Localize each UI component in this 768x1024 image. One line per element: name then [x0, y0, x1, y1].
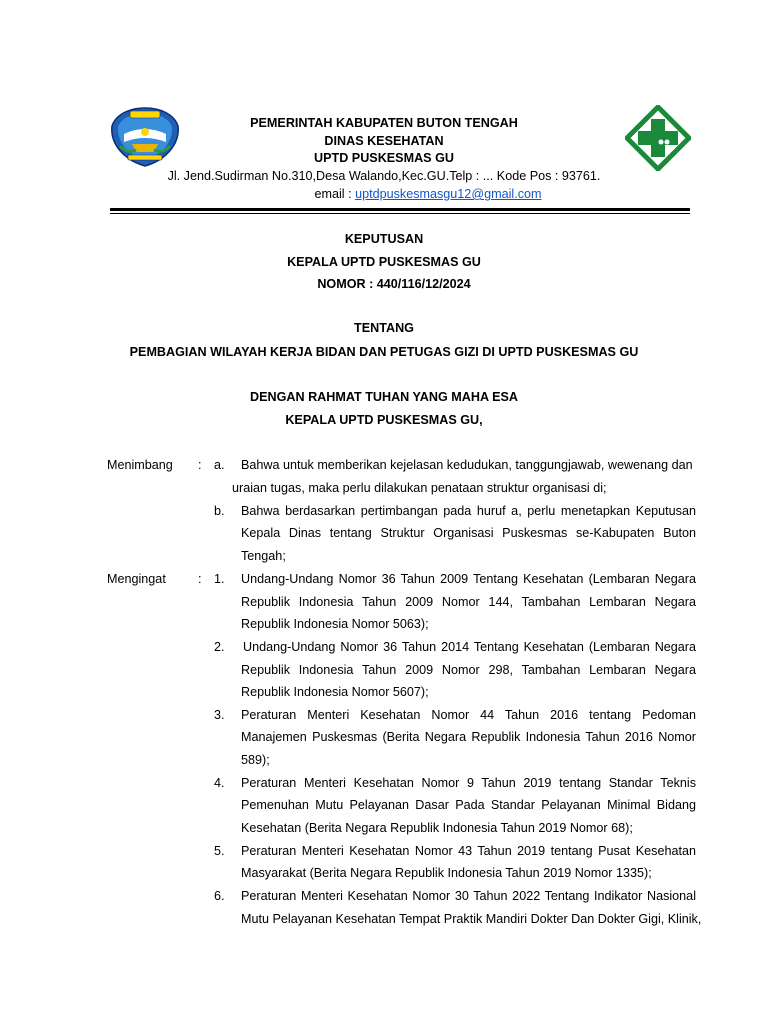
menimbang-a-line-1: Bahwa untuk memberikan kejelasan kedudukan, tanggungjawab, wewenang dan: [241, 458, 693, 472]
mengingat-5-line-1: Peraturan Menteri Kesehatan Nomor 43 Tahun 2019 tentang Pusat Kesehatan: [241, 844, 696, 858]
mengingat-marker-6: 6.: [214, 889, 225, 903]
menimbang-colon: :: [198, 458, 202, 472]
mengingat-1-line-2: Republik Indonesia Tahun 2009 Nomor 144, Tambahan Lembaran Negara: [241, 595, 696, 609]
menimbang-marker-a: a.: [214, 458, 225, 472]
email-label: email :: [314, 187, 356, 201]
mengingat-5-line-2: Masyarakat (Berita Negara Republik Indonesia Tahun 2019 Nomor 1335);: [241, 866, 652, 880]
mengingat-3-line-1: Peraturan Menteri Kesehatan Nomor 44 Tahun 2016 tentang Pedoman: [241, 708, 696, 722]
doc-tentang: TENTANG: [354, 321, 414, 335]
kop-email-line: [44, 187, 768, 201]
mengingat-4-line-1: Peraturan Menteri Kesehatan Nomor 9 Tahun 2019 tentang Standar Teknis: [241, 776, 696, 790]
kop-rule-thin: [110, 213, 690, 214]
mengingat-3-line-3: 589);: [241, 753, 270, 767]
mengingat-6-line-1: Peraturan Menteri Kesehatan Nomor 30 Tahun 2022 Tentang Indikator Nasional: [241, 889, 696, 903]
mengingat-label: Mengingat: [107, 572, 166, 586]
mengingat-2-line-1: Undang-Undang Nomor 36 Tahun 2014 Tentang Kesehatan (Lembaran Negara: [243, 640, 696, 654]
mengingat-2-line-2: Republik Indonesia Tahun 2009 Nomor 298, Tambahan Lembaran Negara: [241, 663, 696, 677]
mengingat-3-line-2: Manajemen Puskesmas (Berita Negara Republik Indonesia Tahun 2016 Nomor: [241, 730, 696, 744]
mengingat-marker-1: 1.: [214, 572, 225, 586]
mengingat-2-line-3: Republik Indonesia Nomor 5607);: [241, 685, 429, 699]
doc-subject: PEMBAGIAN WILAYAH KERJA BIDAN DAN PETUGAS GIZI DI UPTD PUSKESMAS GU: [129, 345, 639, 359]
doc-issuer: KEPALA UPTD PUSKESMAS GU: [287, 255, 481, 269]
kop-address: Jl. Jend.Sudirman No.310,Desa Walando,Kec.GU.Telp : ... Kode Pos : 93761.: [167, 169, 601, 183]
mengingat-1-line-3: Republik Indonesia Nomor 5063);: [241, 617, 429, 631]
kop-line-3: UPTD PUSKESMAS GU: [314, 151, 454, 165]
doc-rahmat: DENGAN RAHMAT TUHAN YANG MAHA ESA: [250, 390, 518, 404]
kop-line-1: PEMERINTAH KABUPATEN BUTON TENGAH: [250, 116, 518, 130]
menimbang-a-line-2: uraian tugas, maka perlu dilakukan penataan struktur organisasi di;: [232, 481, 607, 495]
doc-type: KEPUTUSAN: [344, 232, 424, 246]
doc-issuer-2: KEPALA UPTD PUSKESMAS GU,: [285, 413, 483, 427]
mengingat-marker-2: 2.: [214, 640, 225, 654]
kop-rule-thick: [110, 208, 690, 211]
email-link[interactable]: uptdpuskesmasgu12@gmail.com: [355, 187, 542, 201]
menimbang-b-line-1: Bahwa berdasarkan pertimbangan pada huruf a, perlu menetapkan Keputusan: [241, 504, 696, 518]
menimbang-b-line-2: Kepala Dinas tentang Struktur Organisasi Puskesmas se-Kabupaten Buton: [241, 526, 696, 540]
mengingat-colon: :: [198, 572, 202, 586]
menimbang-b-line-3: Tengah;: [241, 549, 286, 563]
mengingat-marker-3: 3.: [214, 708, 225, 722]
kop-line-2: DINAS KESEHATAN: [324, 134, 444, 148]
mengingat-marker-5: 5.: [214, 844, 225, 858]
mengingat-marker-4: 4.: [214, 776, 225, 790]
menimbang-marker-b: b.: [214, 504, 225, 518]
mengingat-4-line-2: Pemenuhan Mutu Pelayanan Dasar Pada Standar Pelayanan Minimal Bidang: [241, 798, 696, 812]
menimbang-label: Menimbang: [107, 458, 173, 472]
mengingat-4-line-3: Kesehatan (Berita Negara Republik Indonesia Tahun 2019 Nomor 68);: [241, 821, 633, 835]
mengingat-1-line-1: Undang-Undang Nomor 36 Tahun 2009 Tentang Kesehatan (Lembaran Negara: [241, 572, 696, 586]
mengingat-6-line-2: Mutu Pelayanan Kesehatan Tempat Praktik Mandiri Dokter Dan Dokter Gigi, Klinik,: [241, 912, 702, 926]
doc-number: NOMOR : 440/116/12/2024: [317, 277, 471, 291]
